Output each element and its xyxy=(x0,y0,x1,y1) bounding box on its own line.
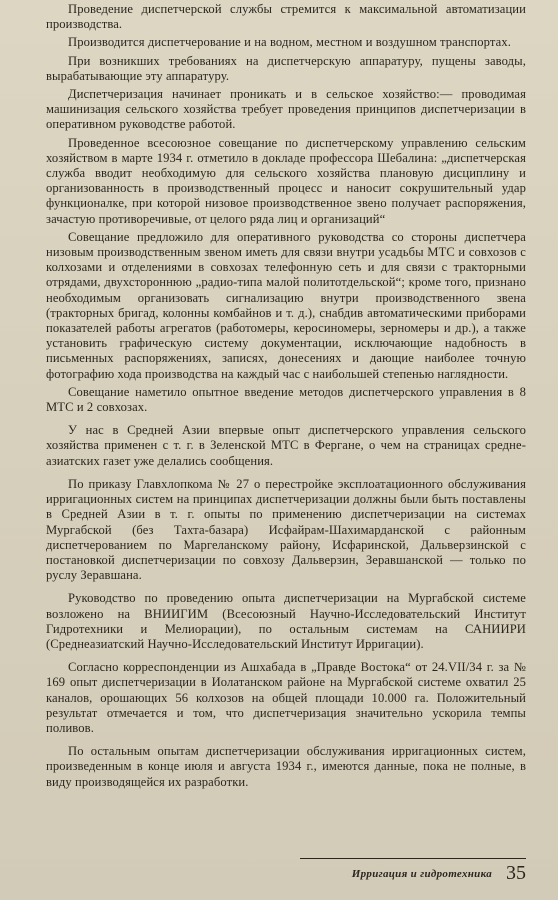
body-text xyxy=(46,2,526,793)
paragraph-7: Совещание наметило опытное введение методов диспетчерского управления в 8 МТС и 2 совхозах. xyxy=(46,384,526,415)
paragraph-8: У нас в Средней Азии впервые опыт диспетчерского управления сельского хозяйства применен с т. г. в Зеленской МТС в Фергане, о чем на страницах средне-азиатских газет уже делались сообщения. xyxy=(46,423,526,468)
paragraph-3: При возникших требованиях на диспетчерскую аппаратуру, пущены заводы, вырабатывающие эту аппаратуру. xyxy=(46,53,526,83)
paragraph-2: Производится диспетчерование и на водном, местном и воздушном транспортах. xyxy=(68,35,511,50)
running-title: Ирригация и гидротехника xyxy=(351,867,492,880)
paragraph-12: По остальным опытам диспетчеризации обслуживания ирригационных систем, произведенным в конце июля и августа 1934 г., имеются данные, пока не полные, в виду производящейся их разработки. xyxy=(46,744,526,789)
paragraph-11: Согласно корреспонденции из Ашхабада в „Правде Востока“ от 24.VII/34 г. за № 169 опыт диспетчеризации в Иолатанском районе на Мургабской системе охватил 25 каналов, орошающих 56 колхозов на общей площади 10.000 га. Положительный результат отмечается и том, что диспетчеризация значительно ускорила темпы поливов. xyxy=(46,660,526,735)
paragraph-5: Проведенное всесоюзное совещание по диспетчерскому управлению сельским хозяйством в марте 1934 г. отметило в докладе профессора Шебалина: „диспетчерская служба вводит необходимую для сельского хозяйства плановую дисциплину и организованность в производственный процесс и наносит сокрушительный удар функционалке, при которой низовое производственное звено получает распоряжения, зачастую противоречивые, от целого ряда лиц и организаций“ xyxy=(46,135,526,226)
paragraph-4: Диспетчеризация начинает проникать и в сельское хозяйство:— проводимая машинизация сельского хозяйства требует проведения принципов диспетчеризации в оперативном руководстве работой. xyxy=(46,87,526,132)
page-footer xyxy=(300,858,526,888)
paragraph-9: По приказу Главхлопкома № 27 о перестройке эксплоатационного обслуживания ирригационных систем на принципах диспетчеризации должны были быть поставлены в Средней Азии в т. г. опыты по применению диспетчеризации на системах Мургабской (без Тахта-базара) Исфайрам-Шахимарданской с районным диспетчерованием по Маргеланскому району, Исфаринской, Дальверзинской с постановкой диспетчеризации по совхозу Дальверзин, Зеравшанской — только по руслу Зеравшана. xyxy=(46,476,526,583)
page-number: 35 xyxy=(506,862,526,884)
paragraph-6: Совещание предложило для оперативного руководства со стороны диспетчера низовым производственным звеном иметь для связи внутри усадьбы МТС и совхозов с колхозами и отделениями в совхозах телефонную сеть и для связи с тракторными отрядами, двухстороннюю „радио-типа малой политотдельской“; кроме того, признано необходимым организовать сигнализацию внутри производственного звена (тракторных бригад, колонны комбайнов и т. д.), снабдив автоматическими приборами показателей работы агрегатов (работомеры, керосиномеры, зерномеры и др.), а также установить графическую систему документации, исключающие надобность в письменных распоряжениях, записях, донесениях и дающие наиболее точную фотографию хода производства на каждый час с наибольшей степенью наглядности. xyxy=(46,229,526,381)
paragraph-1: Проведение диспетчерской службы стремится к максимальной автоматизации производства. xyxy=(46,2,526,32)
paragraph-10: Руководство по проведению опыта диспетчеризации на Мургабской системе возложено на ВНИИГИМ (Всесоюзный Научно-Исследовательский Институт Гидротехники и Мелиорации), по остальным системам на САНИИРИ (Среднеазиатский Научно-Исследовательский Институт Ирригации). xyxy=(46,591,526,651)
